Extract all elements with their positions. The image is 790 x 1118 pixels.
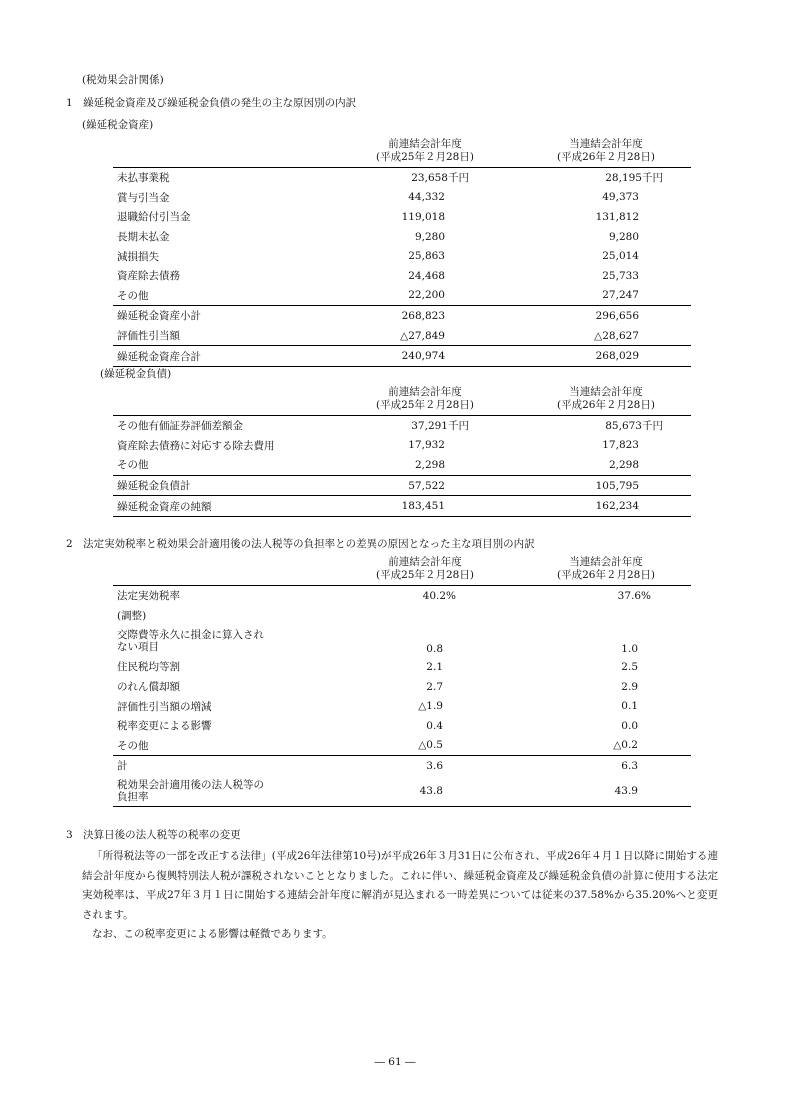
col-prev-header: 前連結会計年度 (平成25年２月28日) <box>329 548 521 586</box>
col-curr-header: 当連結会計年度 (平成26年２月28日) <box>521 548 691 586</box>
table-row: 繰延税金資産合計 240,974 268,029 <box>113 346 691 367</box>
s2-title: 2 法定実効税率と税効果会計適用後の法人税等の負担率との差異の原因となった主な項目別の内訳 <box>66 538 535 550</box>
table-row: 未払事業税 23,658千円 28,195千円 <box>117 172 663 185</box>
table-row: 繰延税金負債計 57,522 105,795 <box>113 475 691 496</box>
col-curr-header: 当連結会計年度 (平成26年２月28日) <box>521 378 691 416</box>
deferred-tax-assets-table <box>113 130 691 367</box>
table-row: その他有価証券評価差額金 37,291千円 85,673千円 <box>117 420 663 433</box>
s1-title: 1 繰延税金資産及び繰延税金負債の発生の主な原因別の内訳 <box>66 97 357 109</box>
table-row: 住民税均等割 2.1 2.5 <box>117 660 638 674</box>
table-row: 税率変更による影響 0.4 0.0 <box>117 719 638 733</box>
table-row: 法定実効税率 40.2% 37.6% <box>117 589 651 603</box>
deferred-tax-liabilities-table <box>113 378 691 517</box>
assets-heading: (繰延税金資産) <box>82 119 154 131</box>
col-curr-header: 当連結会計年度 (平成26年２月28日) <box>521 130 691 168</box>
table-row: 賞与引当金 44,332 49,373 <box>117 191 639 204</box>
table-row: 計 3.6 6.3 <box>113 756 691 776</box>
table-row: 評価性引当額の増減 △1.9 0.1 <box>117 700 638 713</box>
col-prev-header: 前連結会計年度 (平成25年２月28日) <box>329 378 521 416</box>
table-row: 評価性引当額 △27,849 △28,627 <box>117 329 639 343</box>
table-row: 交際費等永久に損金に算入され ない項目 0.8 1.0 <box>117 629 638 656</box>
table-row: 繰延税金資産の純額 183,451 162,234 <box>113 496 691 517</box>
table-row: 退職給付引当金 119,018 131,812 <box>117 210 639 224</box>
liabilities-heading: (繰延税金負債) <box>100 368 172 380</box>
table-row: 繰延税金資産小計 268,823 296,656 <box>113 306 691 326</box>
table-row: (調整) <box>117 609 147 622</box>
s3-paragraph-1: 「所得税法等の一部を改正する法律」(平成26年法律第10号)が平成26年３月31日に公布され、平成26年４月１日以降に開始する連結会計年度から復興特別法人税が課税されないこととなりました。これに伴い、繰延税金資産及び繰延税金負債の計算に使用する法定実効税率は、平成27年３月１日に開始する連結会計年度に解消が見込まれる一時差異については従来の37.58%から35.20%へと変更されます。 <box>82 850 718 921</box>
table-row: 資産除去債務 24,468 25,733 <box>117 269 639 283</box>
table-row: 資産除去債務に対応する除去費用 17,932 17,823 <box>117 439 639 452</box>
s3-paragraph-2: なお、この税率変更による影響は軽微であります。 <box>92 928 333 940</box>
table-row: その他 22,200 27,247 <box>117 289 639 302</box>
table-row: その他 2,298 2,298 <box>117 458 639 472</box>
tax-rate-reconciliation-table <box>113 548 691 807</box>
col-prev-header: 前連結会計年度 (平成25年２月28日) <box>329 130 521 168</box>
table-row: 長期未払金 9,280 9,280 <box>117 230 639 244</box>
table-row: その他 △0.5 △0.2 <box>117 739 638 752</box>
page-number: ― 61 ― <box>374 1056 416 1068</box>
table-row: 税効果会計適用後の法人税等の 負担率 43.8 43.9 <box>113 776 691 807</box>
table-row: のれん償却額 2.7 2.9 <box>117 680 638 694</box>
s3-title: 3 決算日後の法人税等の税率の変更 <box>66 829 241 841</box>
section-title: (税効果会計関係) <box>82 74 164 86</box>
table-row: 減損損失 25,863 25,014 <box>117 250 639 263</box>
